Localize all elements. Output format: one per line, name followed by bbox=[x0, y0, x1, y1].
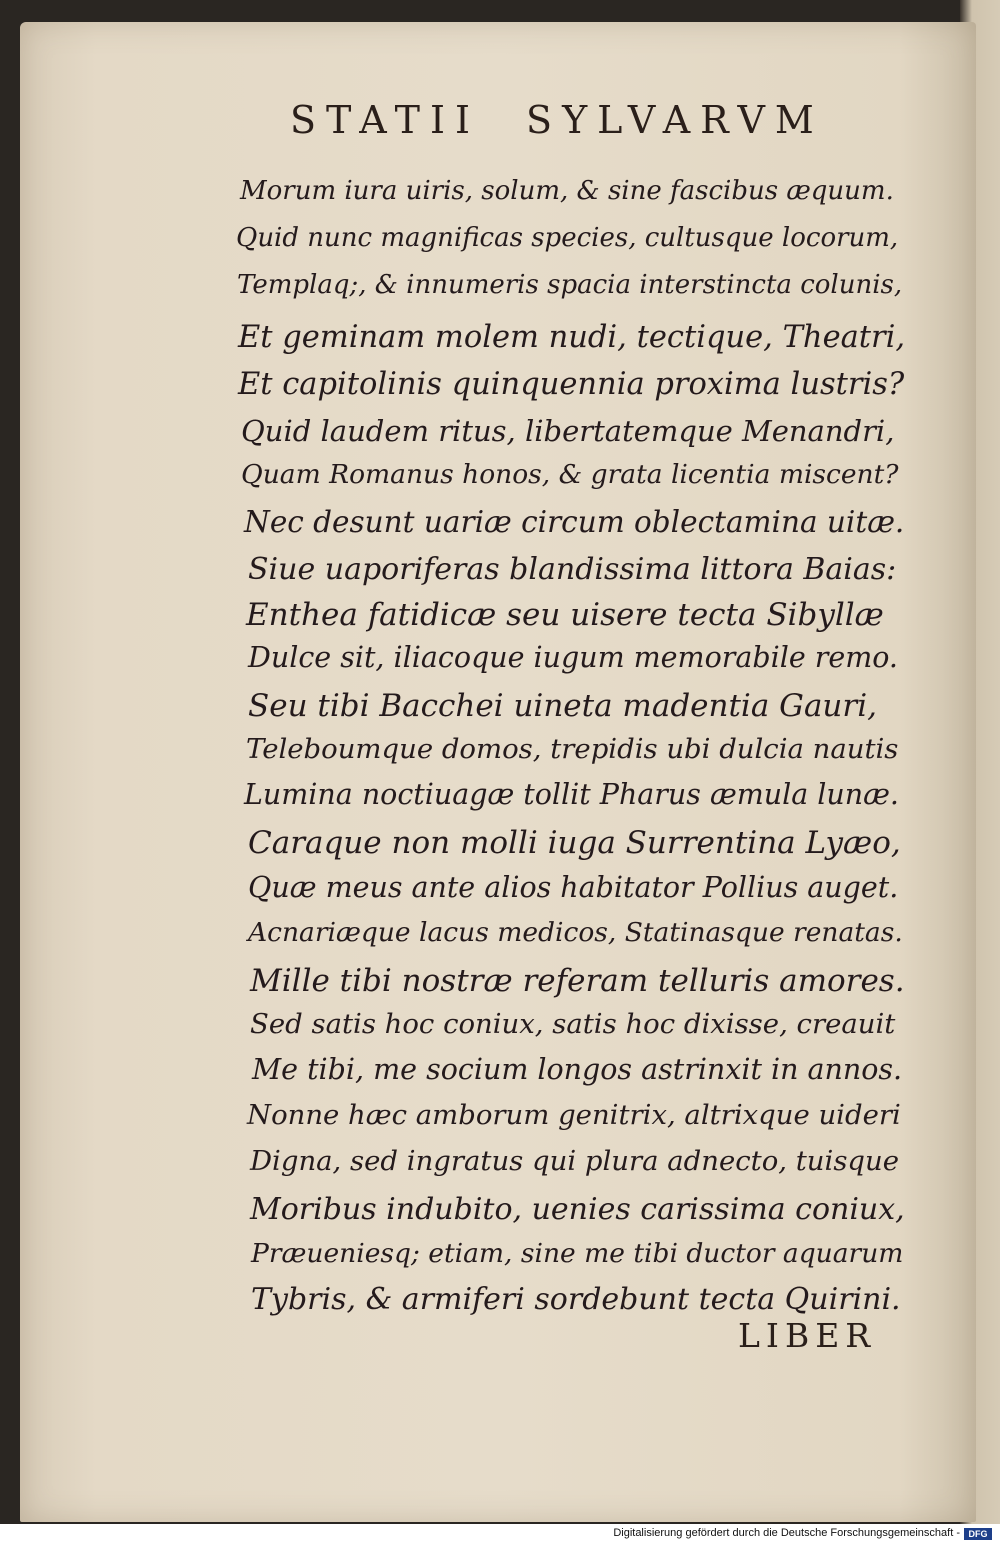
verse-line: Et geminam molem nudi, tectique, Theatri, bbox=[238, 320, 906, 355]
verse-line: Siue uaporiferas blandissima littora Baias: bbox=[248, 552, 897, 587]
running-head-left: STATII bbox=[290, 98, 481, 142]
verse-line: Et capitolinis quinquennia proxima lustris? bbox=[238, 367, 905, 402]
verse-line: Caraque non molli iuga Surrentina Lyæo, bbox=[248, 825, 901, 861]
verse-line: Seu tibi Bacchei uineta madentia Gauri, bbox=[248, 688, 877, 724]
verse-line: Dulce sit, iliacoque iugum memorabile remo. bbox=[248, 641, 898, 674]
verse-line: Digna, sed ingratus qui plura adnecto, tuisque bbox=[250, 1145, 900, 1177]
verse-line: Me tibi, me socium longos astrinxit in annos. bbox=[252, 1053, 903, 1086]
verse-line: Moribus indubito, uenies carissima coniux, bbox=[250, 1192, 905, 1227]
dfg-logo: DFG bbox=[964, 1528, 992, 1540]
verse-line: Nec desunt uariæ circum oblectamina uitæ. bbox=[244, 505, 905, 539]
catchword: LIBER bbox=[738, 1316, 877, 1355]
running-head-right: SYLVARVM bbox=[526, 98, 824, 142]
verse-line: Teleboumque domos, trepidis ubi dulcia nautis bbox=[246, 733, 899, 765]
verse-line: Enthea fatidicæ seu uisere tecta Sibyllæ bbox=[246, 597, 884, 633]
digitization-footer bbox=[0, 1524, 1000, 1544]
verse-line: Tybris, & armiferi sordebunt tecta Quirini. bbox=[251, 1282, 901, 1317]
verse-line: Quid nunc magnificas species, cultusque locorum, bbox=[236, 223, 899, 253]
verse-line: Quam Romanus honos, & grata licentia miscent? bbox=[241, 459, 899, 490]
verse-line: Acnariæque lacus medicos, Statinasque renatas. bbox=[248, 917, 903, 948]
verse-line: Mille tibi nostræ referam telluris amores. bbox=[250, 963, 905, 999]
verse-line: Sed satis hoc coniux, satis hoc dixisse, creauit bbox=[250, 1008, 896, 1040]
verse-line: Templaq;, & innumeris spacia interstincta colunis, bbox=[237, 270, 903, 300]
verse-line: Morum iura uiris, solum, & sine fascibus æquum. bbox=[240, 176, 894, 206]
verse-line: Quæ meus ante alios habitator Pollius auget. bbox=[248, 871, 899, 904]
verse-line: Nonne hæc amborum genitrix, altrixque uideri bbox=[247, 1099, 901, 1131]
verse-line: Lumina noctiuagæ tollit Pharus æmula lunæ. bbox=[244, 778, 899, 811]
verse-line: Præueniesq; etiam, sine me tibi ductor aquarum bbox=[251, 1238, 904, 1269]
verse-line: Quid laudem ritus, libertatemque Menandri, bbox=[241, 414, 895, 448]
funding-credit: Digitalisierung gefördert durch die Deutsche Forschungsgemeinschaft - bbox=[613, 1527, 960, 1539]
